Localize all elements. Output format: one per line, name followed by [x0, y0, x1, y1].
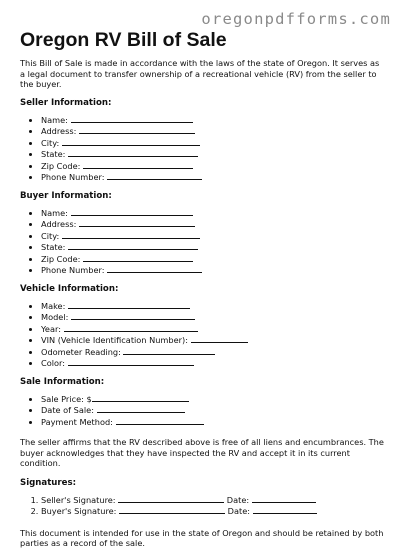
sale-fields: [20, 393, 386, 428]
sale-section: [20, 377, 386, 428]
vehicle-odometer-field: • Odometer Reading:: [41, 346, 386, 358]
footer-paragraph: This document is intended for use in the state of Oregon and should be retained by both parties as a record of the sale.: [20, 527, 384, 548]
buyer-zip-blank[interactable]: [83, 253, 193, 262]
watermark: oregonpdfforms.com: [201, 10, 391, 28]
seller-signature-line: 1. Seller's Signature: Date:: [41, 494, 386, 506]
signatures-section: [20, 478, 386, 517]
page-title: Oregon RV Bill of Sale: [20, 29, 227, 51]
seller-address-blank[interactable]: [79, 125, 195, 134]
seller-date-blank[interactable]: [252, 494, 316, 503]
sale-date-blank[interactable]: [97, 404, 185, 413]
sale-payment-field: • Payment Method:: [41, 416, 386, 428]
signatures-heading: Signatures:: [20, 477, 77, 488]
buyer-name-blank[interactable]: [71, 207, 193, 216]
buyer-address-field: • Address:: [41, 218, 386, 230]
vehicle-vin-blank[interactable]: [191, 334, 248, 343]
buyer-state-field: • State:: [41, 241, 386, 253]
seller-name-field: • Name:: [41, 114, 386, 126]
buyer-zip-field: • Zip Code:: [41, 253, 386, 265]
seller-state-field: • State:: [41, 148, 386, 160]
buyer-phone-blank[interactable]: [107, 264, 202, 273]
seller-phone-blank[interactable]: [107, 171, 202, 180]
seller-city-blank[interactable]: [62, 137, 200, 146]
vehicle-color-blank[interactable]: [68, 357, 194, 366]
buyer-phone-field: • Phone Number:: [41, 264, 386, 276]
vehicle-year-field: • Year:: [41, 323, 386, 335]
buyer-date-blank[interactable]: [253, 505, 317, 514]
sale-payment-blank[interactable]: [116, 416, 204, 425]
vehicle-heading: Vehicle Information:: [20, 283, 119, 294]
vehicle-make-field: • Make:: [41, 300, 386, 312]
affirmation-paragraph: The seller affirms that the RV described above is free of all liens and encumbrances. The buyer acknowledges that they have inspected the RV and accept it in its current condition.: [20, 437, 384, 468]
buyer-signature-line: 2. Buyer's Signature: Date:: [41, 505, 386, 517]
seller-state-blank[interactable]: [68, 148, 198, 157]
sale-price-field: • Sale Price: $: [41, 393, 386, 405]
sale-heading: Sale Information:: [20, 376, 105, 387]
seller-section: [20, 98, 386, 183]
seller-heading: Seller Information:: [20, 97, 112, 108]
seller-name-blank[interactable]: [71, 114, 193, 123]
buyer-city-blank[interactable]: [62, 230, 200, 239]
signature-lines: [20, 494, 386, 517]
seller-zip-blank[interactable]: [83, 160, 193, 169]
seller-city-field: • City:: [41, 137, 386, 149]
seller-signature-blank[interactable]: [118, 494, 224, 503]
seller-address-field: • Address:: [41, 125, 386, 137]
vehicle-vin-field: • VIN (Vehicle Identification Number):: [41, 334, 386, 346]
buyer-signature-blank[interactable]: [119, 505, 225, 514]
sale-date-field: • Date of Sale:: [41, 404, 386, 416]
buyer-address-blank[interactable]: [79, 218, 195, 227]
intro-paragraph: This Bill of Sale is made in accordance with the laws of the state of Oregon. It serves as a legal document to transfer ownership of a recreational vehicle (RV) from the seller to the buyer.: [20, 58, 380, 89]
document-page: [20, 28, 386, 549]
vehicle-odometer-blank[interactable]: [123, 346, 215, 355]
buyer-section: [20, 191, 386, 276]
vehicle-make-blank[interactable]: [68, 300, 190, 309]
vehicle-section: [20, 284, 386, 369]
buyer-city-field: • City:: [41, 230, 386, 242]
seller-phone-field: • Phone Number:: [41, 171, 386, 183]
vehicle-color-field: • Color:: [41, 357, 386, 369]
sale-price-blank[interactable]: [92, 393, 189, 402]
vehicle-model-blank[interactable]: [71, 311, 195, 320]
vehicle-model-field: • Model:: [41, 311, 386, 323]
buyer-name-field: • Name:: [41, 207, 386, 219]
buyer-fields: [20, 207, 386, 276]
seller-zip-field: • Zip Code:: [41, 160, 386, 172]
vehicle-year-blank[interactable]: [64, 323, 198, 332]
vehicle-fields: [20, 300, 386, 369]
buyer-heading: Buyer Information:: [20, 190, 112, 201]
seller-fields: [20, 114, 386, 183]
buyer-state-blank[interactable]: [68, 241, 198, 250]
